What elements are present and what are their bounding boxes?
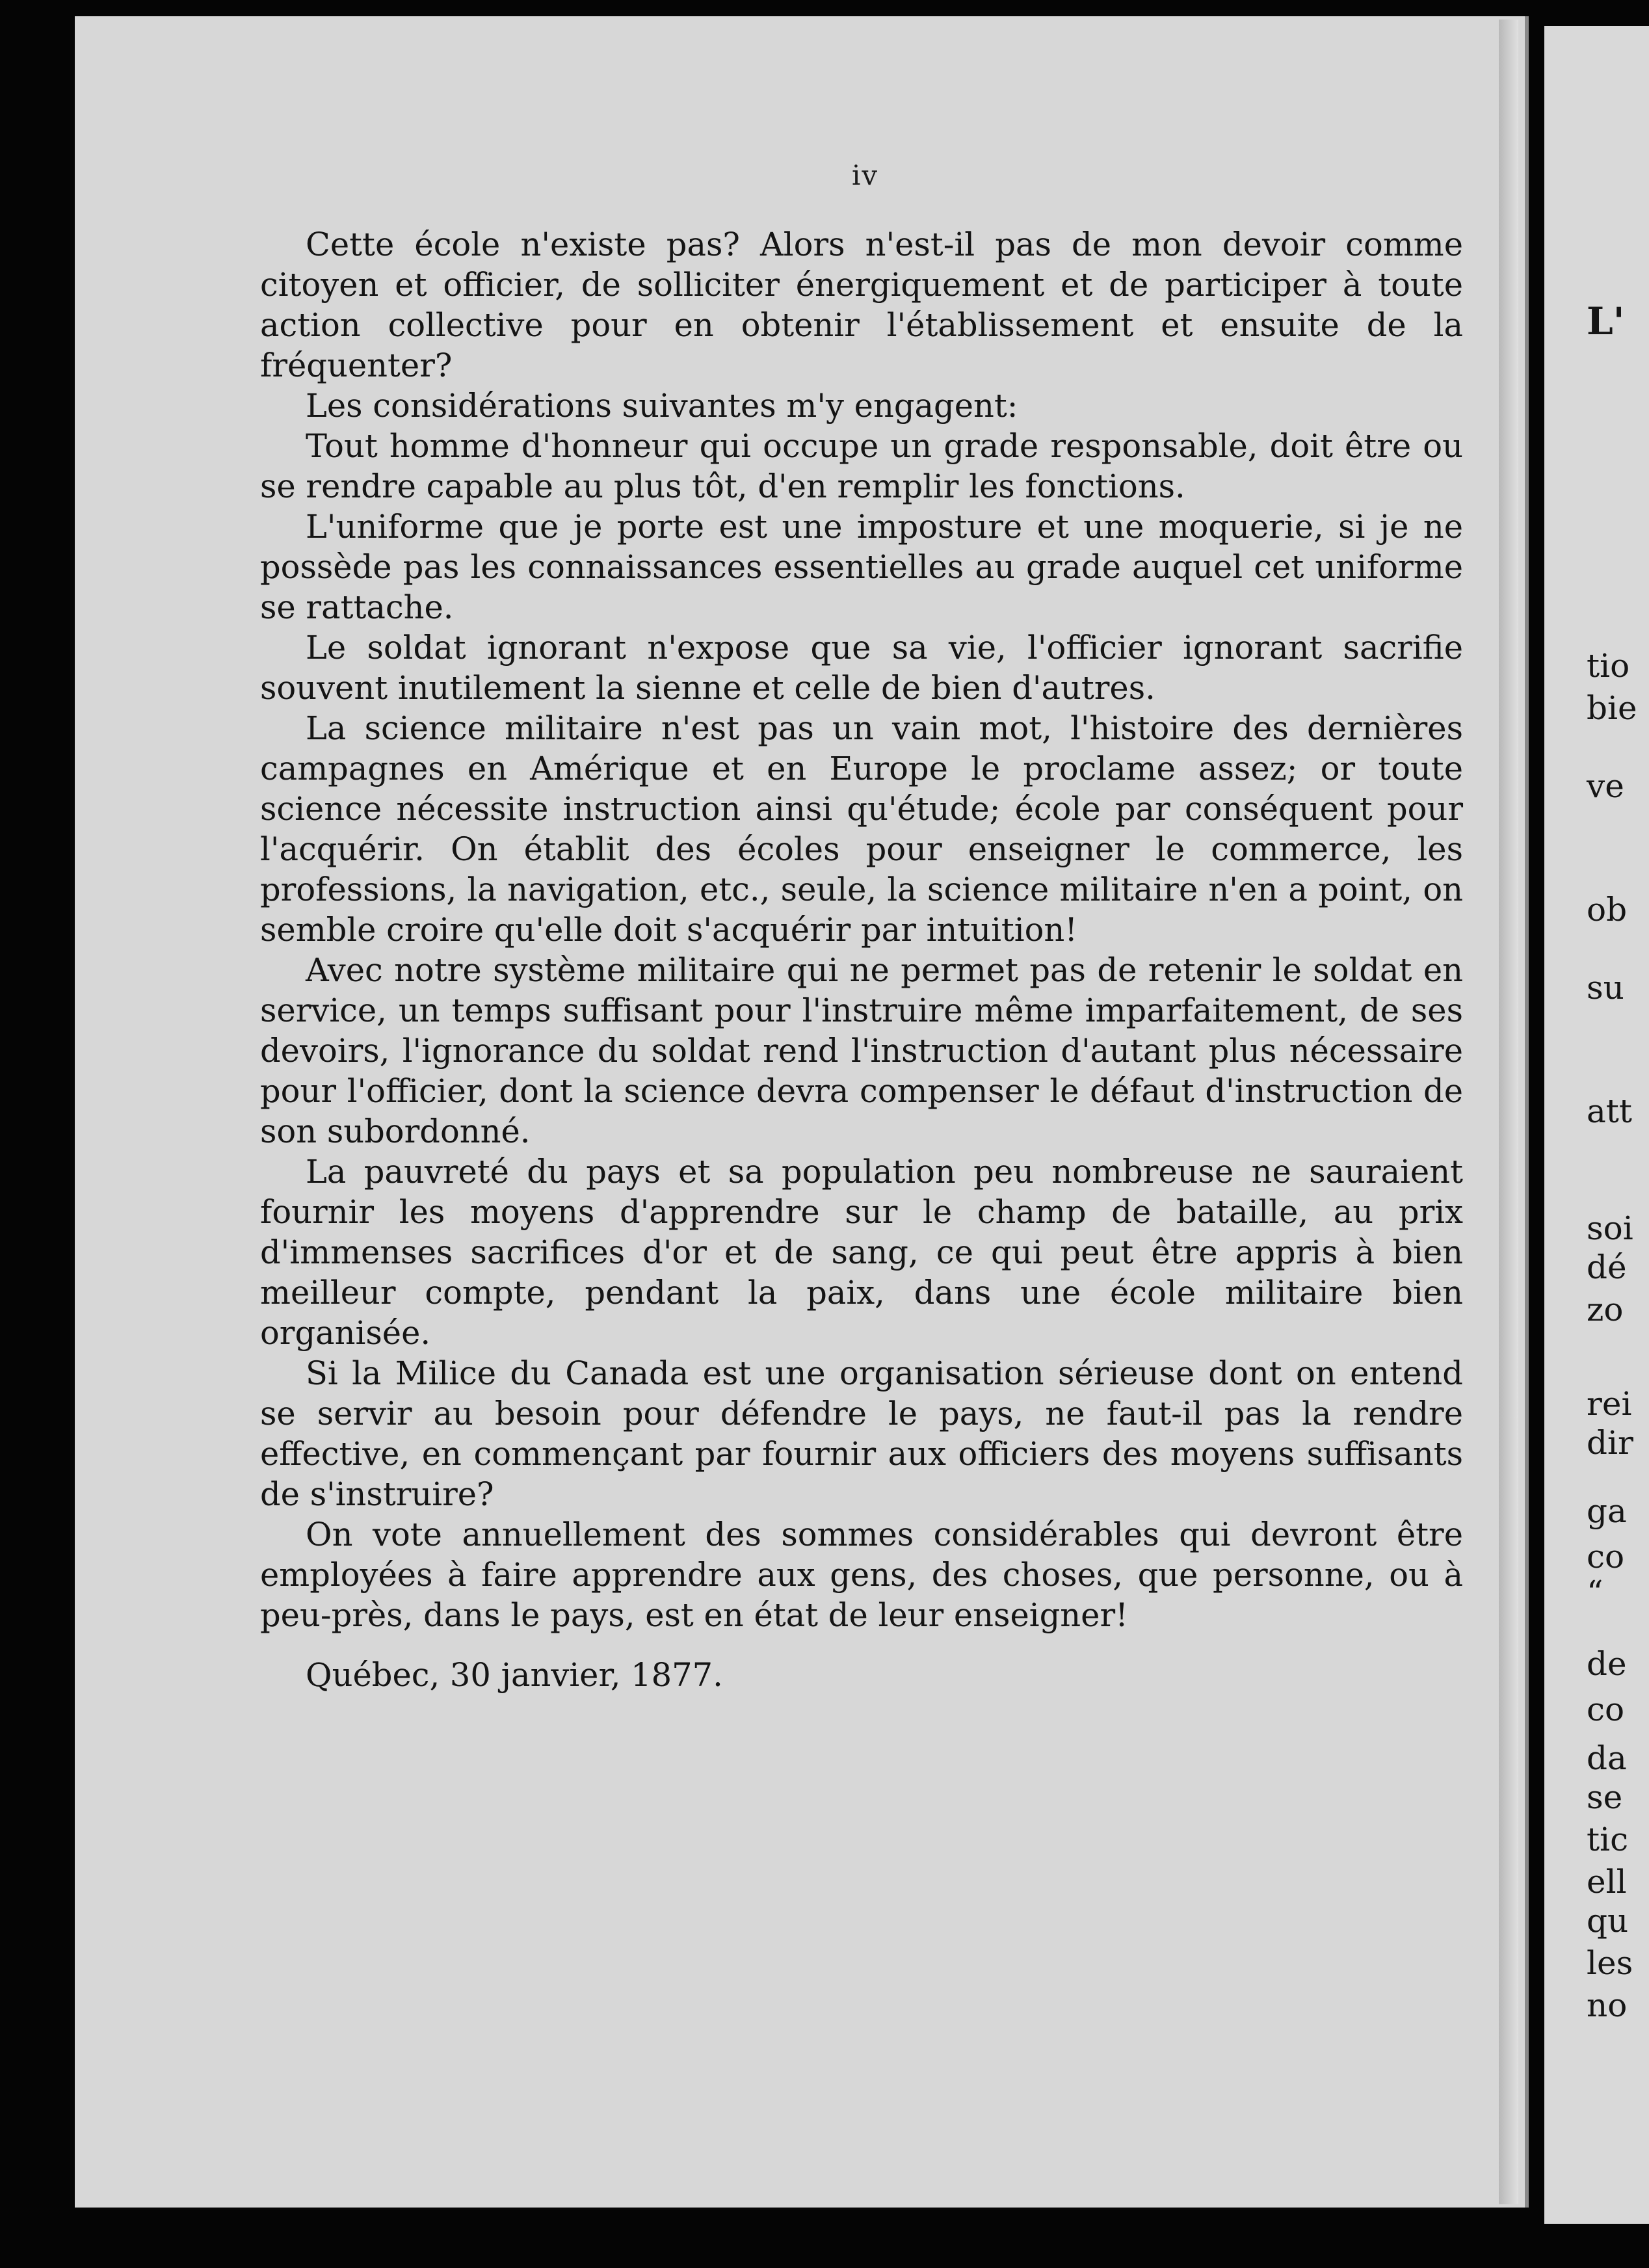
right-page-fragment: ell [1587, 1863, 1627, 1901]
right-page-fragment: dir [1587, 1424, 1633, 1462]
right-page-fragment: ve [1587, 767, 1624, 805]
paragraph: Tout homme d'honneur qui occupe un grade responsable, doit être ou se rendre capable au plus tôt, d'en remplir les fonctions. [260, 427, 1463, 505]
place-date: Québec, 30 janvier, 1877. [306, 1656, 723, 1694]
right-page-fragment: “ [1587, 1574, 1603, 1611]
paragraph: La science militaire n'est pas un vain mot, l'histoire des dernières campagnes en Amérique et en Europe le proclame assez; or toute science nécessite instruction ainsi qu'étude; école par conséquent pour l'acquérir. On établit des écoles pour enseigner le commerce, les professions, la navigation, etc., seule, la science militaire n'en a point, on semble croire qu'elle doit s'acquérir par intuition! [260, 709, 1463, 949]
paragraph: Cette école n'existe pas? Alors n'est-il pas de mon devoir comme citoyen et officier, de solliciter énergiquement et de participer à toute action collective pour en obtenir l'établissement et ensuite de la fréquenter? [260, 226, 1463, 384]
paragraph: Les considérations suivantes m'y engagent: [306, 387, 1018, 425]
right-page-fragment: att [1587, 1092, 1632, 1130]
right-page-fragment: tic [1587, 1821, 1629, 1858]
right-page-fragment: les [1587, 1944, 1633, 1982]
right-page-fragment: co [1587, 1538, 1625, 1576]
right-page-fragment: dé [1587, 1248, 1627, 1286]
right-page-fragment: ob [1587, 891, 1628, 929]
page-gutter [1499, 20, 1518, 2204]
paragraph: La pauvreté du pays et sa population peu nombreuse ne sauraient fournir les moyens d'apprendre sur le champ de bataille, au prix d'immenses sacrifices d'or et de sang, ce qui peut être appris à bien meilleur compte, pendant la paix, dans une école militaire bien organisée. [260, 1153, 1463, 1352]
right-page-fragment: zo [1587, 1291, 1624, 1328]
right-page-fragment: co [1587, 1691, 1625, 1728]
right-page-fragment: tio [1587, 647, 1630, 685]
right-page-fragment: rei [1587, 1385, 1632, 1423]
paragraph: Le soldat ignorant n'expose que sa vie, l'officier ignorant sacrifie souvent inutilement la sienne et celle de bien d'autres. [260, 629, 1463, 707]
right-page-fragment: de [1587, 1645, 1627, 1683]
right-page-fragment: bie [1587, 689, 1637, 727]
paragraph: L'uniforme que je porte est une imposture et une moquerie, si je ne possède pas les connaissances essentielles au grade auquel cet uniforme se rattache. [260, 508, 1463, 626]
right-page-fragment: L' [1587, 299, 1625, 343]
right-page-fragment: da [1587, 1739, 1627, 1777]
paragraph: Si la Milice du Canada est une organisation sérieuse dont on entend se servir au besoin pour défendre le pays, ne faut-il pas la rendre effective, en commençant par fournir aux officiers des moyens suffisants de s'instruire? [260, 1354, 1463, 1513]
right-page-fragment: no [1587, 1986, 1628, 2024]
paragraph: On vote annuellement des sommes considérables qui devront être employées à faire apprendre aux gens, des choses, que personne, ou à peu-près, dans le pays, est en état de leur enseigner! [260, 1516, 1463, 1634]
right-page-fragment: su [1587, 969, 1624, 1007]
page-number: iv [852, 159, 879, 191]
right-page-fragment: ga [1587, 1492, 1627, 1530]
right-page-fragment: se [1587, 1778, 1623, 1816]
body-text [260, 224, 1463, 1695]
paragraph: Avec notre système militaire qui ne permet pas de retenir le soldat en service, un temps suffisant pour l'instruire même imparfaitement, de ses devoirs, l'ignorance du soldat rend l'instruction d'autant plus nécessaire pour l'officier, dont la science devra compenser le défaut d'instruction de son subordonné. [260, 951, 1463, 1150]
right-page-fragment: qu [1587, 1902, 1629, 1940]
right-page-fragment: soi [1587, 1209, 1633, 1247]
